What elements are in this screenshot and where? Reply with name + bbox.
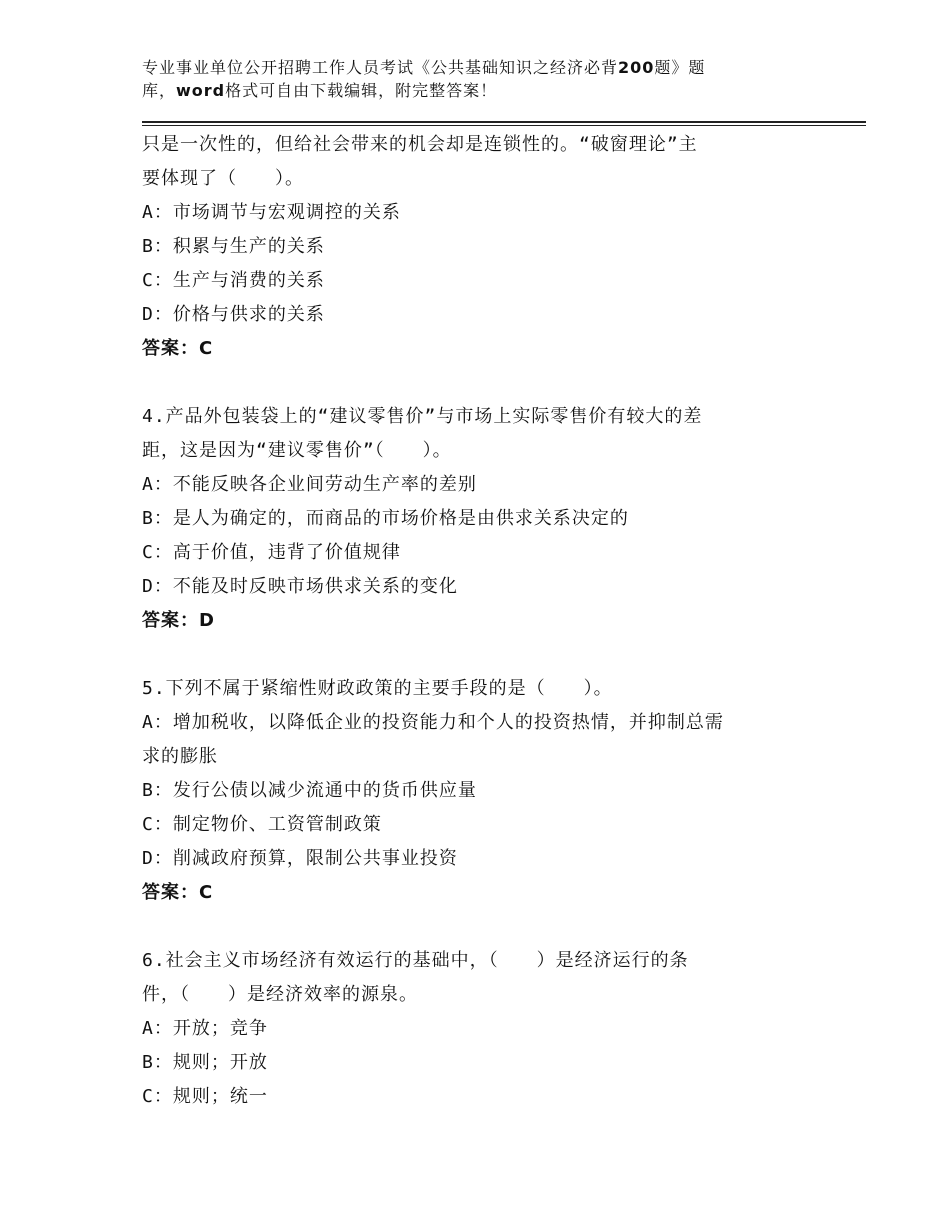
option-a: A：不能反映各企业间劳动生产率的差别 bbox=[142, 474, 477, 495]
answer-line: 答案：C bbox=[142, 882, 214, 903]
question-stem-line: 距，这是因为“建议零售价”（ ）。 bbox=[142, 440, 452, 461]
option-c: C：生产与消费的关系 bbox=[142, 270, 325, 291]
option-b: B：是人为确定的，而商品的市场价格是由供求关系决定的 bbox=[142, 508, 629, 529]
option-c: C：规则；统一 bbox=[142, 1086, 268, 1107]
option-a-continued: 求的膨胀 bbox=[142, 746, 218, 767]
question-5 bbox=[142, 672, 842, 910]
question-3 bbox=[142, 128, 842, 366]
option-b: B：发行公债以减少流通中的货币供应量 bbox=[142, 780, 477, 801]
option-a: A：开放；竞争 bbox=[142, 1018, 268, 1039]
spacer bbox=[142, 910, 842, 944]
option-d: D：价格与供求的关系 bbox=[142, 304, 325, 325]
option-d: D：削减政府预算，限制公共事业投资 bbox=[142, 848, 458, 869]
option-c: C：制定物价、工资管制政策 bbox=[142, 814, 382, 835]
document-body bbox=[142, 128, 842, 1114]
option-b: B：积累与生产的关系 bbox=[142, 236, 325, 257]
spacer bbox=[142, 638, 842, 672]
header-line-2: 库，word格式可自由下载编辑，附完整答案！ bbox=[142, 81, 498, 100]
question-6 bbox=[142, 944, 842, 1114]
question-stem-line: 6.社会主义市场经济有效运行的基础中，（ ）是经济运行的条 bbox=[142, 950, 689, 971]
question-stem-line: 只是一次性的，但给社会带来的机会却是连锁性的。“破窗理论”主 bbox=[142, 134, 698, 155]
spacer bbox=[142, 366, 842, 400]
question-stem-line: 件，（ ）是经济效率的源泉。 bbox=[142, 984, 418, 1005]
question-4 bbox=[142, 400, 842, 638]
answer-line: 答案：C bbox=[142, 338, 214, 359]
document-header bbox=[142, 56, 782, 102]
answer-line: 答案：D bbox=[142, 610, 215, 631]
header-line-1: 专业事业单位公开招聘工作人员考试《公共基础知识之经济必背200题》题 bbox=[142, 58, 706, 77]
option-a: A：增加税收，以降低企业的投资能力和个人的投资热情，并抑制总需 bbox=[142, 712, 724, 733]
option-a: A：市场调节与宏观调控的关系 bbox=[142, 202, 401, 223]
option-b: B：规则；开放 bbox=[142, 1052, 268, 1073]
question-stem-line: 4.产品外包装袋上的“建议零售价”与市场上实际零售价有较大的差 bbox=[142, 406, 703, 427]
question-stem-line: 5.下列不属于紧缩性财政政策的主要手段的是（ ）。 bbox=[142, 678, 613, 699]
header-rule-thin bbox=[142, 125, 866, 126]
header-rule-thick bbox=[142, 121, 866, 123]
option-d: D：不能及时反映市场供求关系的变化 bbox=[142, 576, 458, 597]
question-stem-line: 要体现了（ ）。 bbox=[142, 168, 304, 189]
option-c: C：高于价值，违背了价值规律 bbox=[142, 542, 401, 563]
